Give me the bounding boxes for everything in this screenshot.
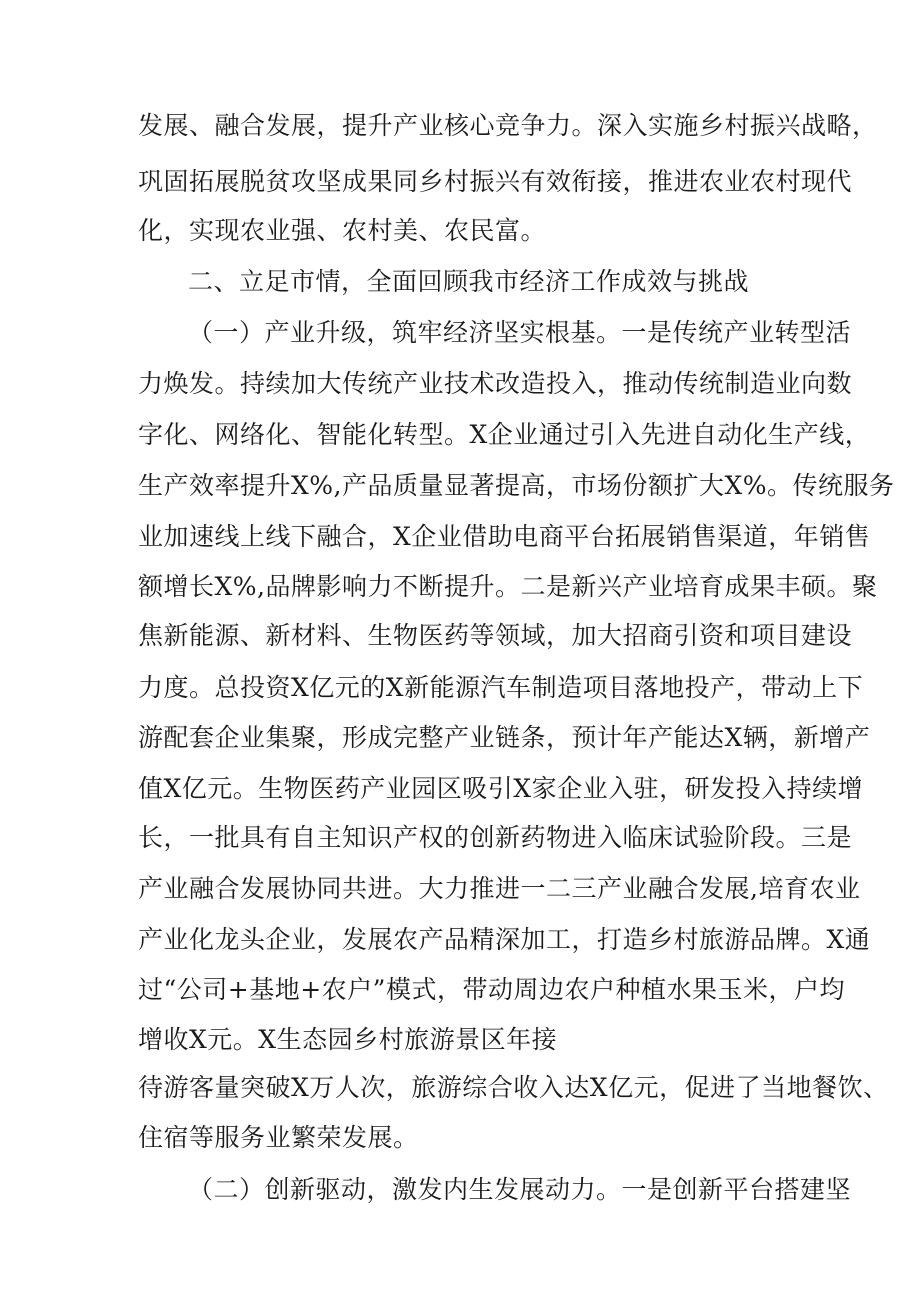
text-line-14: 值X亿元。生物医药产业园区吸引X家企业入驻，研发投入持续增 (138, 774, 864, 803)
text-line-11: 焦新能源、新材料、生物医药等领域，加大招商引资和项目建设 (138, 621, 853, 650)
text-line-10: 额增长X%,品牌影响力不断提升。二是新兴产业培育成果丰硕。聚 (138, 572, 878, 601)
text-line-13: 游配套企业集聚，形成完整产业链条，预计年产能达X辆，新增产 (138, 723, 871, 752)
text-line-6: 力焕发。持续加大传统产业技术改造投入，推动传统制造业向数 (138, 369, 853, 398)
text-line-5: （一）产业升级，筑牢经济坚实根基。一是传统产业转型活 (188, 318, 852, 347)
text-line-18: 过“公司+基地+农户”模式，带动周边农户种植水果玉米，户均 (138, 975, 845, 1004)
text-line-7: 字化、网络化、智能化转型。X企业通过引入先进自动化生产线， (138, 420, 871, 449)
text-line-1: 发展、融合发展，提升产业核心竞争力。深入实施乡村振兴战略， (138, 111, 878, 140)
text-line-17: 产业化龙头企业，发展农产品精深加工，打造乡村旅游品牌。X通 (138, 925, 871, 954)
text-line-22: （二）创新驱动，激发内生发展动力。一是创新平台搭建坚 (188, 1175, 852, 1204)
text-line-2: 巩固拓展脱贫攻坚成果同乡村振兴有效衔接，推进农业农村现代 (138, 167, 853, 196)
text-line-12: 力度。总投资X亿元的X新能源汽车制造项目落地投产，带动上下 (138, 673, 864, 702)
text-line-16: 产业融合发展协同共进。大力推进一二三产业融合发展,培育农业 (138, 874, 861, 903)
text-line-3: 化，实现农业强、农村美、农民富。 (138, 216, 547, 245)
text-line-21: 住宿等服务业繁荣发展。 (138, 1123, 419, 1152)
text-line-15: 长，一批具有自主知识产权的创新药物进入临床试验阶段。三是 (138, 823, 853, 852)
text-line-9: 业加速线上线下融合，X企业借助电商平台拓展销售渠道，年销售 (138, 522, 871, 551)
text-line-20: 待游客量突破X万人次，旅游综合收入达X亿元，促进了当地餐饮、 (138, 1073, 889, 1102)
text-line-19: 增收X元。X生态园乡村旅游景区年接 (138, 1025, 558, 1054)
section-heading: 二、立足市情，全面回顾我市经济工作成效与挑战 (188, 267, 750, 296)
text-line-8: 生产效率提升X%,产品质量显著提高，市场份额扩大X%。传统服务 (138, 471, 895, 500)
